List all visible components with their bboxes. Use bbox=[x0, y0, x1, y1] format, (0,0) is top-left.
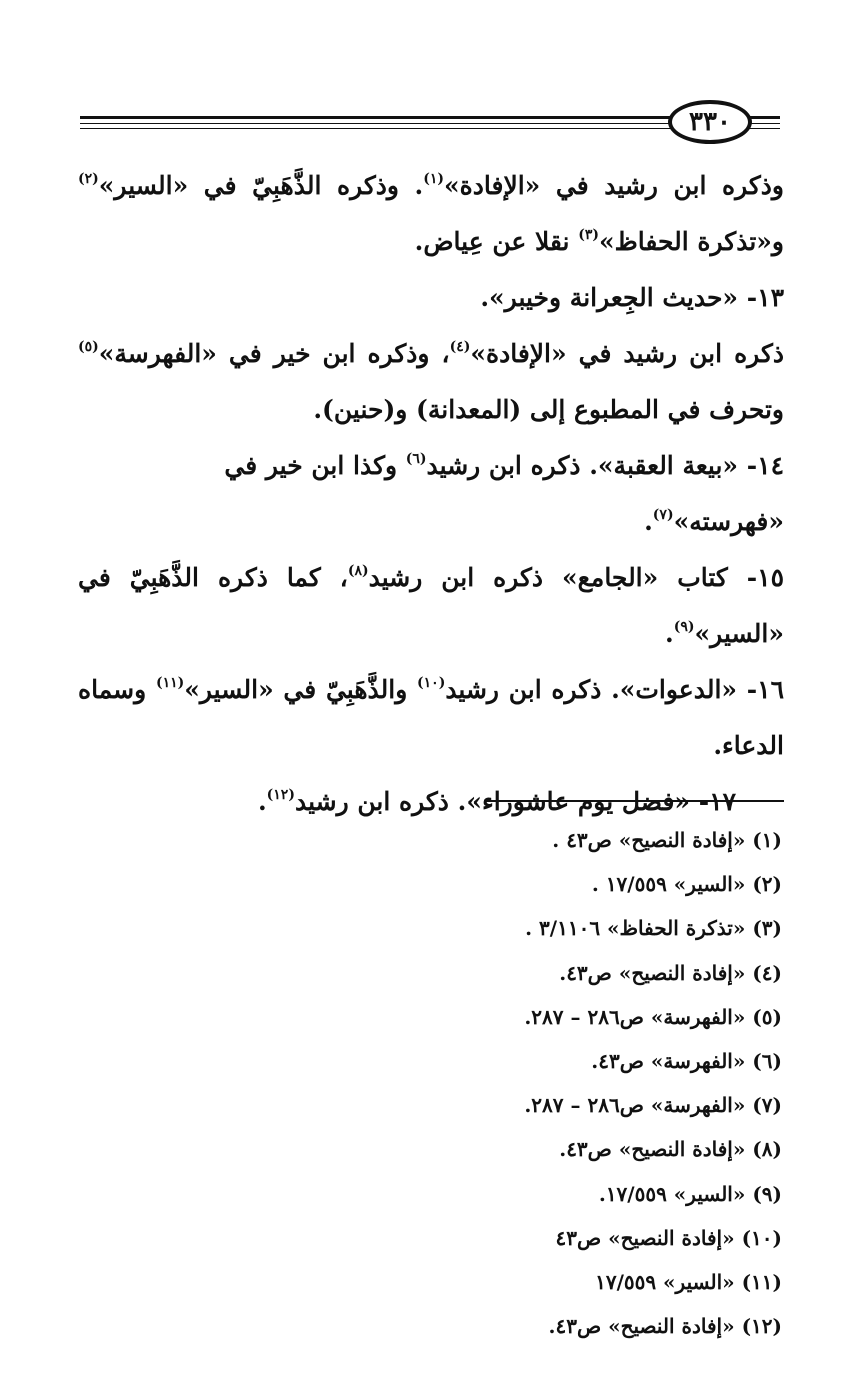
footnote-ref: (١٠) bbox=[417, 675, 446, 691]
footnotes bbox=[78, 818, 782, 1348]
footnote-ref: (٢) bbox=[78, 171, 99, 187]
footnote-ref: (٩) bbox=[673, 619, 695, 635]
list-item-text: . bbox=[644, 507, 653, 536]
list-item bbox=[78, 550, 784, 662]
list-item-text: ١٥- كتاب «الجامع» ذكره ابن رشيد bbox=[368, 563, 784, 592]
footnote-ref: (٣) bbox=[578, 227, 599, 243]
paragraph bbox=[78, 158, 784, 270]
footnote-separator bbox=[484, 800, 784, 802]
list-item-text: ، كما ذكره الذَّهَبِيّ في «السير» bbox=[78, 563, 784, 648]
list-item-text: ١٤- «بيعة العقبة». ذكره ابن رشيد bbox=[426, 451, 784, 480]
footnote-ref: (١١) bbox=[155, 675, 185, 691]
paragraph-text: وتحرف في المطبوع إلى (المعدانة) و(حنين). bbox=[313, 395, 784, 424]
footnote: (٥) «الفهرسة» ص٢٨٦ – ٢٨٧. bbox=[524, 1004, 782, 1029]
footnote-ref: (٧) bbox=[652, 507, 674, 523]
list-item-text: ١٧- «فضل يوم عاشوراء». ذكره ابن رشيد bbox=[294, 787, 736, 816]
footnote: (٧) «الفهرسة» ص٢٨٦ – ٢٨٧. bbox=[524, 1093, 782, 1118]
list-item bbox=[78, 662, 784, 774]
footnote: (٢) «السير» ١٧/٥٥٩ . bbox=[591, 872, 782, 897]
paragraph-text: نقلا عن عِياض. bbox=[414, 227, 579, 256]
footnote: (١١) «السير» ١٧/٥٥٩ bbox=[595, 1270, 782, 1295]
footnote: (٩) «السير» ١٧/٥٥٩. bbox=[598, 1181, 782, 1206]
footnote: (١٠) «إفادة النصيح» ص٤٣ bbox=[555, 1225, 782, 1250]
list-item-text: والذَّهَبِيّ في «السير» bbox=[184, 675, 418, 704]
list-item-text: وسماه الدعاء. bbox=[78, 675, 784, 760]
list-item-text: . bbox=[257, 787, 267, 816]
main-text bbox=[78, 158, 784, 830]
footnote-ref: (٦) bbox=[405, 451, 427, 467]
footnote-ref: (٤) bbox=[449, 339, 471, 355]
footnote-ref: (١٢) bbox=[266, 787, 295, 803]
list-item-text: ١٦- «الدعوات». ذكره ابن رشيد bbox=[445, 675, 784, 704]
footnote-ref: (١) bbox=[423, 171, 445, 187]
list-item bbox=[78, 438, 784, 550]
footnote: (٦) «الفهرسة» ص٤٣. bbox=[591, 1049, 782, 1074]
footnote-ref: (٥) bbox=[78, 339, 99, 355]
footnote: (١٢) «إفادة النصيح» ص٤٣. bbox=[548, 1314, 782, 1339]
footnote: (٣) «تذكرة الحفاظ» ٣/١١٠٦ . bbox=[525, 916, 782, 941]
paragraph-text: وذكره ابن رشيد في «الإفادة» bbox=[444, 171, 784, 200]
paragraph-text: و«تذكرة الحفاظ» bbox=[599, 227, 784, 256]
footnote: (٤) «إفادة النصيح» ص٤٣. bbox=[559, 960, 782, 985]
footnote: (٨) «إفادة النصيح» ص٤٣. bbox=[559, 1137, 782, 1162]
footnote: (١) «إفادة النصيح» ص٤٣ . bbox=[552, 828, 782, 852]
list-item bbox=[78, 270, 784, 326]
paragraph-text: ، وذكره ابن خير في «الفهرسة» bbox=[98, 339, 450, 368]
paragraph bbox=[78, 326, 784, 438]
paragraph-text: . وذكره الذَّهَبِيّ في «السير» bbox=[98, 171, 424, 200]
list-item-text: وكذا ابن خير في «فهرسته» bbox=[224, 451, 784, 536]
paragraph-text: ذكره ابن رشيد في «الإفادة» bbox=[470, 339, 785, 368]
page-header bbox=[80, 100, 780, 144]
list-item-text: . bbox=[665, 619, 674, 648]
footnote-ref: (٨) bbox=[347, 563, 369, 579]
page-number: ٣٣٠ bbox=[668, 100, 752, 144]
list-item-text: ١٣- «حديث الجِعرانة وخيبر». bbox=[480, 283, 784, 312]
